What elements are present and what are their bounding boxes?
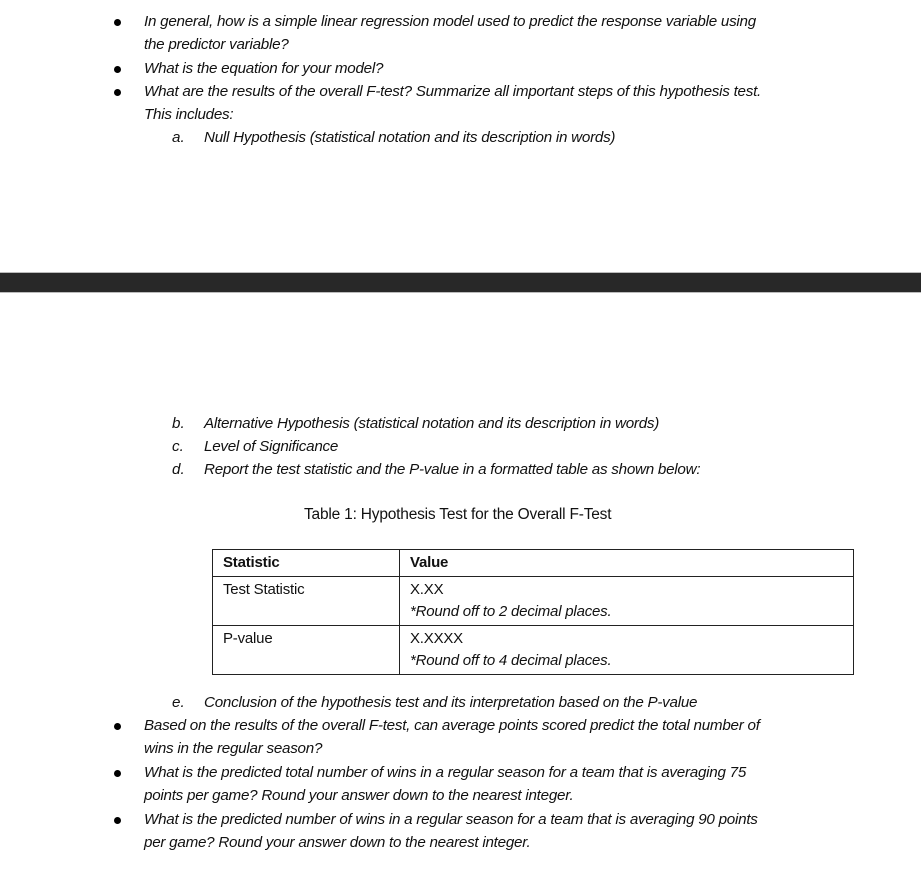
- bullet-dot: [114, 817, 121, 824]
- sub-item-label: a.: [172, 129, 185, 146]
- sub-item-text: Conclusion of the hypothesis test and its interpretation based on the P-value: [204, 694, 698, 711]
- table-row: [213, 577, 854, 626]
- bullet-dot: [114, 19, 121, 26]
- value-cell: [400, 626, 854, 675]
- sub-item-label: b.: [172, 415, 185, 432]
- sub-item-label: d.: [172, 461, 185, 478]
- table-title: Table 1: Hypothesis Test for the Overall F-Test: [304, 506, 612, 523]
- question-line: Based on the results of the overall F-test, can average points scored predict the total number of: [144, 717, 760, 734]
- sub-item-text: Report the test statistic and the P-value in a formatted table as shown below:: [204, 461, 701, 478]
- bullet-dot: [114, 770, 121, 777]
- question-line: wins in the regular season?: [144, 740, 323, 757]
- table-header-row: [213, 550, 854, 577]
- value-text: X.XX: [410, 581, 444, 598]
- header-statistic: Statistic: [213, 550, 400, 577]
- question-line: This includes:: [144, 106, 234, 123]
- question-line: points per game? Round your answer down to the nearest integer.: [144, 787, 574, 804]
- bullet-dot: [114, 89, 121, 96]
- value-cell: [400, 577, 854, 626]
- bullet-dot: [114, 66, 121, 73]
- question-line: What is the predicted total number of wins in a regular season for a team that is averaging 75: [144, 764, 747, 781]
- hypothesis-test-table: [212, 549, 854, 675]
- table-row: [213, 626, 854, 675]
- value-text: X.XXXX: [410, 630, 463, 647]
- statistic-cell: P-value: [213, 626, 400, 675]
- sub-item-label: c.: [172, 438, 184, 455]
- question-line: In general, how is a simple linear regression model used to predict the response variable using: [144, 13, 756, 30]
- question-line: What are the results of the overall F-test? Summarize all important steps of this hypothesis test.: [144, 83, 762, 100]
- header-value: Value: [400, 550, 854, 577]
- rounding-note: *Round off to 2 decimal places.: [410, 603, 612, 620]
- question-line: the predictor variable?: [144, 36, 289, 53]
- page-divider-bar: [0, 272, 921, 293]
- sub-item-label: e.: [172, 694, 185, 711]
- sub-item-text: Null Hypothesis (statistical notation and its description in words): [204, 129, 616, 146]
- bullet-dot: [114, 723, 121, 730]
- question-line: per game? Round your answer down to the nearest integer.: [144, 834, 531, 851]
- question-line: What is the predicted number of wins in a regular season for a team that is averaging 90 points: [144, 811, 758, 828]
- question-line: What is the equation for your model?: [144, 60, 384, 77]
- sub-item-text: Level of Significance: [204, 438, 339, 455]
- rounding-note: *Round off to 4 decimal places.: [410, 652, 612, 669]
- sub-item-text: Alternative Hypothesis (statistical notation and its description in words): [204, 415, 660, 432]
- statistic-cell: Test Statistic: [213, 577, 400, 626]
